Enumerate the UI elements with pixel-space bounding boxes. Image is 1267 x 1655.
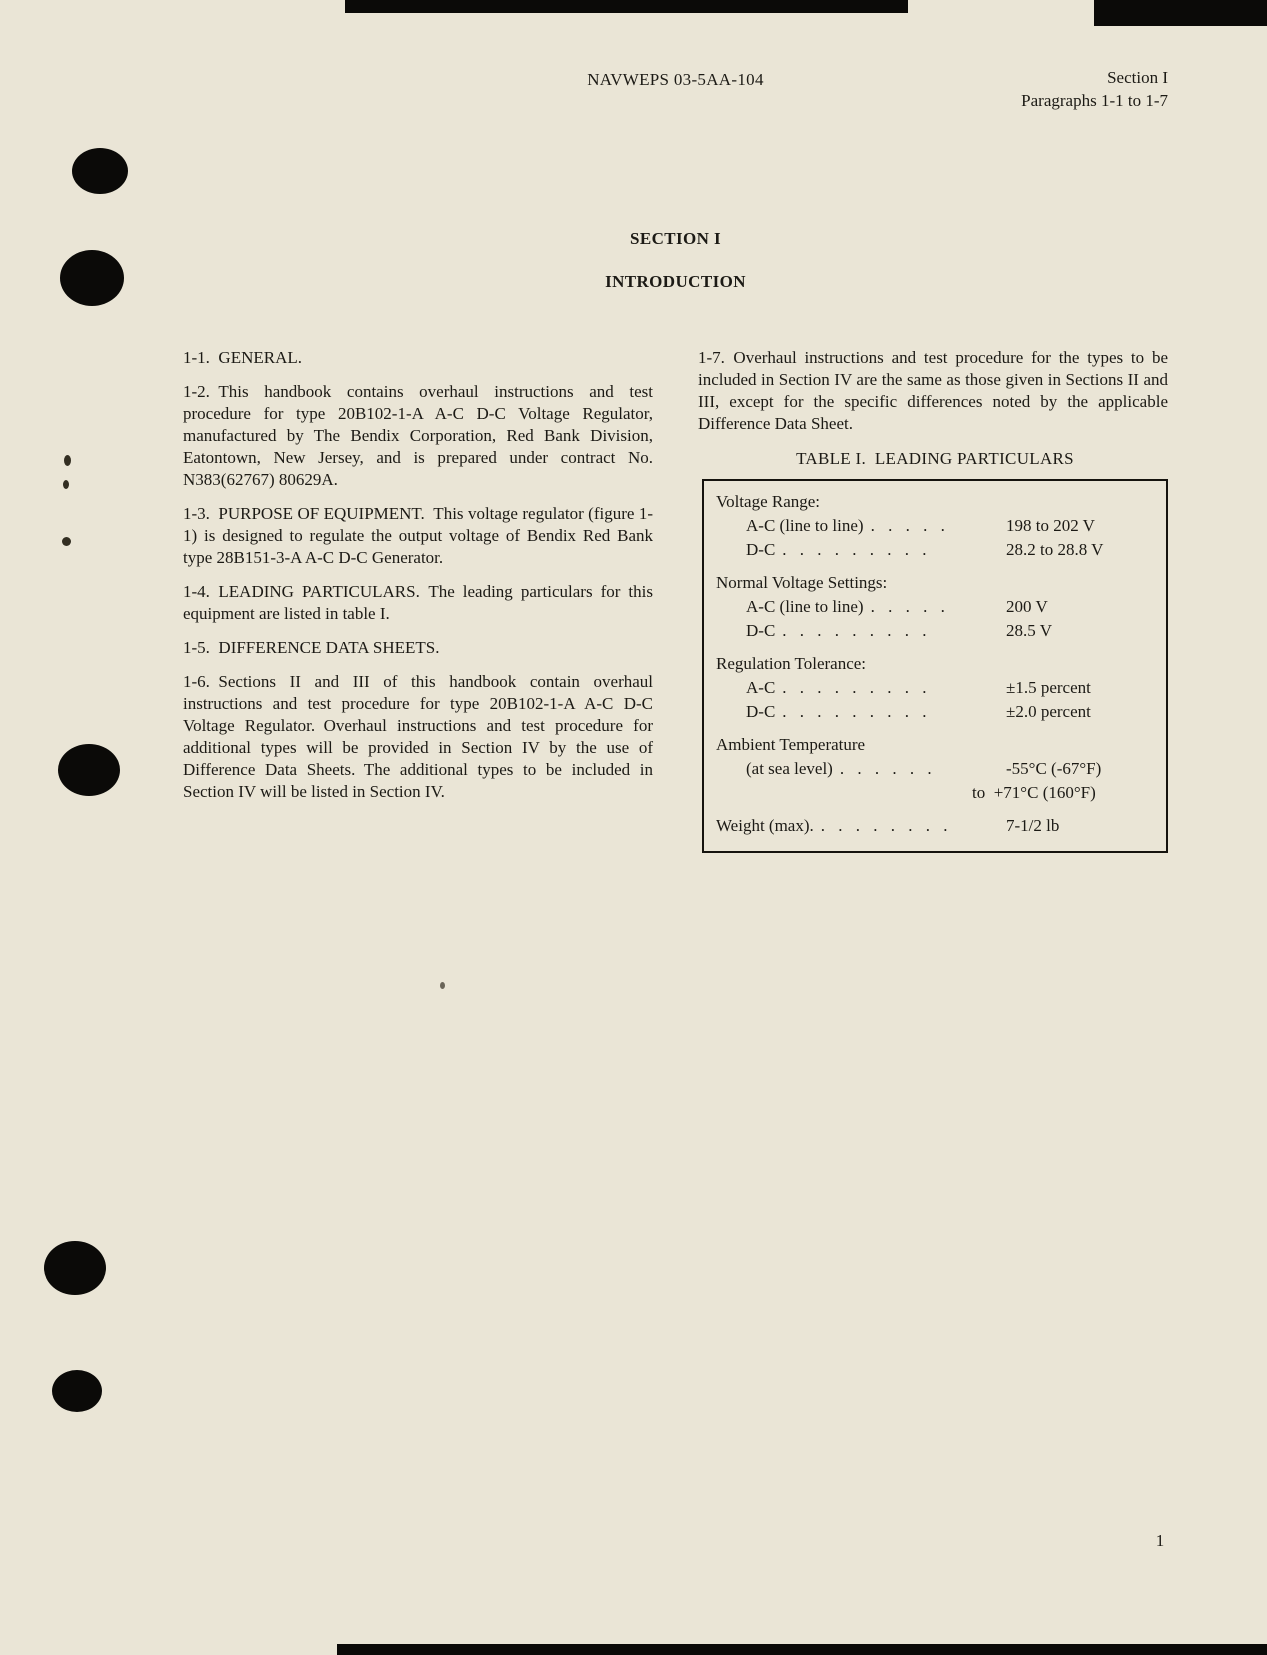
binding-hole-5 xyxy=(52,1370,102,1412)
table-row xyxy=(716,700,1154,724)
dot-leader: . . . . . xyxy=(870,597,945,616)
binding-hole-2 xyxy=(60,250,124,306)
row-value: 28.2 to 28.8 V xyxy=(1006,540,1104,559)
row-label: Weight (max). xyxy=(716,816,814,835)
group-heading: Normal Voltage Settings: xyxy=(716,573,888,592)
header-section-label: Section I xyxy=(1107,68,1168,87)
dot-leader: . . . . . xyxy=(870,516,945,535)
table-caption: TABLE I. LEADING PARTICULARS xyxy=(796,449,1074,468)
doc-number: NAVWEPS 03-5AA-104 xyxy=(587,70,764,89)
row-label: D-C xyxy=(746,540,776,559)
page-number: 1 xyxy=(1155,1531,1165,1550)
ink-speck-1 xyxy=(64,455,71,466)
table-row xyxy=(716,538,1154,562)
paragraph-1-6: 1-6. Sections II and III of this handbook contain overhaul instructions and test procedure for type 20B102-1-A A-C D-C Voltage Regulator. Overhaul instructions and test procedure for additional types will be provided in Section IV by the use of Difference Data Sheets. The additional types to be included in Section IV will be listed in Section IV. xyxy=(183,672,653,801)
two-column-body xyxy=(183,347,1168,853)
ink-speck-3 xyxy=(62,537,71,546)
dot-leader: . . . . . . xyxy=(839,759,932,778)
paragraph-1-4: 1-4. LEADING PARTICULARS. The leading particulars for this equipment are listed in table I. xyxy=(183,582,653,623)
leading-particulars-table xyxy=(702,479,1168,853)
table-row xyxy=(716,781,1154,805)
header-right xyxy=(1021,66,1168,112)
page-content xyxy=(183,0,1168,1655)
left-column xyxy=(183,347,653,853)
header-paragraphs-label: Paragraphs 1-1 to 1-7 xyxy=(1021,91,1168,110)
paragraph-1-5: 1-5. DIFFERENCE DATA SHEETS. xyxy=(183,638,440,657)
group-heading: Regulation Tolerance: xyxy=(716,654,867,673)
right-column xyxy=(698,347,1168,853)
paragraph-1-3: 1-3. PURPOSE OF EQUIPMENT. This voltage regulator (figure 1-1) is designed to regulate the output voltage of Bendix Red Bank type 28B151-3-A A-C D-C Generator. xyxy=(183,504,653,567)
table-row xyxy=(716,514,1154,538)
row-label: A-C (line to line) xyxy=(746,597,864,616)
ink-speck-2 xyxy=(63,480,69,489)
row-value: ±1.5 percent xyxy=(1006,678,1091,697)
table-group-ambient-temperature xyxy=(716,733,1154,805)
table-row xyxy=(716,757,1154,781)
row-label: D-C xyxy=(746,702,776,721)
paragraph-1-1: 1-1. GENERAL. xyxy=(183,348,302,367)
dot-leader: . . . . . . . . . xyxy=(782,702,927,721)
table-group-voltage-range xyxy=(716,490,1154,562)
table-row xyxy=(716,619,1154,643)
table-row xyxy=(716,814,1154,838)
row-value: ±2.0 percent xyxy=(1006,702,1091,721)
row-value: 28.5 V xyxy=(1006,621,1052,640)
group-heading: Voltage Range: xyxy=(716,492,821,511)
section-title: SECTION I xyxy=(630,229,721,248)
binding-hole-4 xyxy=(44,1241,106,1295)
paragraph-1-7: 1-7. Overhaul instructions and test procedure for the types to be included in Section IV are the same as those given in Sections II and III, except for the specific differences noted by the applicable Difference Data Sheet. xyxy=(698,348,1168,433)
section-subtitle: INTRODUCTION xyxy=(605,272,746,291)
table-row xyxy=(716,676,1154,700)
table-row xyxy=(716,595,1154,619)
row-value: 200 V xyxy=(1006,597,1048,616)
row-value: -55°C (-67°F) xyxy=(1006,759,1102,778)
row-value: 198 to 202 V xyxy=(1006,516,1095,535)
row-label: (at sea level) xyxy=(746,759,833,778)
paragraph-1-2: 1-2. This handbook contains overhaul instructions and test procedure for type 20B102-1-A A-C D-C Voltage Regulator, manufactured by The Bendix Corporation, Red Bank Division, Eatontown, New Jersey, and is prepared under contract No. N383(62767) 80629A. xyxy=(183,382,653,489)
dot-leader: . . . . . . . . xyxy=(820,816,948,835)
table-group-regulation-tolerance xyxy=(716,652,1154,724)
row-label: A-C (line to line) xyxy=(746,516,864,535)
binding-hole-3 xyxy=(58,744,120,796)
dot-leader: . . . . . . . . . xyxy=(782,540,927,559)
group-heading: Ambient Temperature xyxy=(716,735,866,754)
dot-leader: . . . . . . . . . xyxy=(782,678,927,697)
table-group-weight xyxy=(716,814,1154,838)
row-label: D-C xyxy=(746,621,776,640)
row-label: A-C xyxy=(746,678,776,697)
binding-hole-1 xyxy=(72,148,128,194)
dot-leader: . . . . . . . . . xyxy=(782,621,927,640)
table-group-normal-voltage xyxy=(716,571,1154,643)
row-value: to +71°C (160°F) xyxy=(972,783,1096,802)
row-value: 7-1/2 lb xyxy=(1006,816,1060,835)
